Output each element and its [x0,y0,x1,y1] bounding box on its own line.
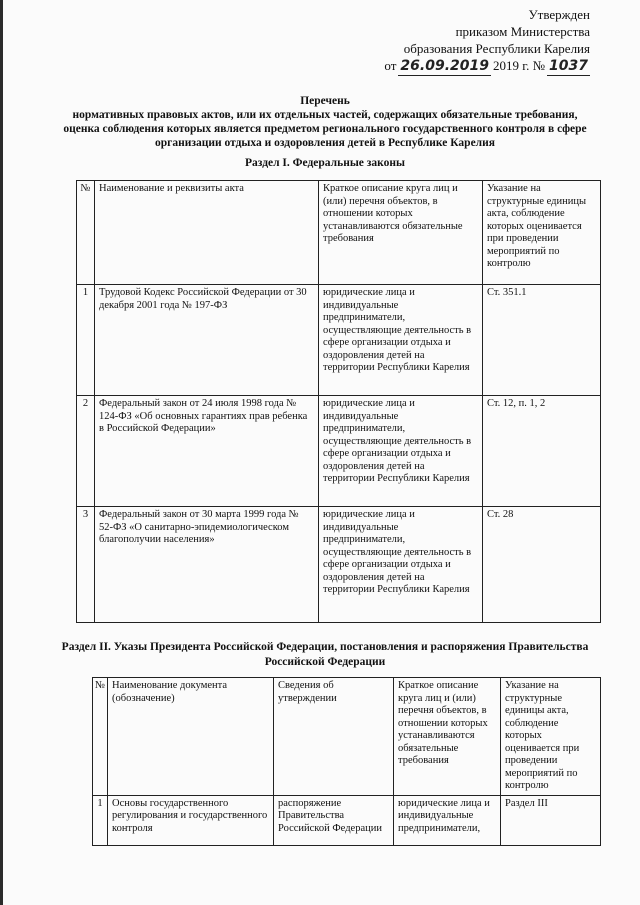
row-act-name: Трудовой Кодекс Российской Федерации от 30 декабря 2001 года № 197-ФЗ [95,285,319,396]
row-units: Ст. 351.1 [483,285,601,396]
title-text: нормативных правовых актов, или их отдельных частей, содержащих обязательные требования, оценка соблюдения которых является предметом регионального государственного контроля в сфере организации отдыха и оздоровления детей в Республике Карелия [63,109,587,149]
handwritten-number: 1037 [549,58,588,74]
approval-year: 2019 г. № [493,58,546,73]
scan-edge [0,0,3,905]
table-header-row [77,181,601,285]
approval-line-2: приказом Министерства [455,24,590,39]
document-title [60,94,590,150]
title-heading: Перечень [300,95,350,107]
table-row [77,507,601,623]
row-document-name: Основы государственного регулирования и государственного контроля [108,795,274,845]
row-number: 1 [77,285,95,396]
row-number: 1 [93,795,108,845]
header-units: Указание на структурные единицы акта, соблюдение которых оценивается при проведении мероприятий по контролю [483,181,601,285]
header-subjects: Краткое описание круга лиц и (или) перечня объектов, в отношении которых устанавливаются обязательные требования [394,678,501,796]
row-act-name: Федеральный закон от 30 марта 1999 года № 52-ФЗ «О санитарно-эпидемиологическом благополучии населения» [95,507,319,623]
header-act-name: Наименование и реквизиты акта [95,181,319,285]
row-units: Раздел III [501,795,601,845]
row-subjects: юридические лица и индивидуальные предприниматели, осуществляющие деятельность в сфере организации отдыха и оздоровления детей на территории Республики Карелия [319,507,483,623]
section2-table [92,677,601,846]
header-units: Указание на структурные единицы акта, соблюдение которых оценивается при проведении мероприятий по контролю [501,678,601,796]
header-subjects: Краткое описание круга лиц и (или) перечня объектов, в отношении которых устанавливаются обязательные требования [319,181,483,285]
row-units: Ст. 12, п. 1, 2 [483,396,601,507]
approval-date-line [330,57,590,76]
table-row [77,396,601,507]
row-number: 2 [77,396,95,507]
table-row [77,285,601,396]
row-units: Ст. 28 [483,507,601,623]
row-subjects: юридические лица и индивидуальные предприниматели, [394,795,501,845]
header-number: № [93,678,108,796]
header-number: № [77,181,95,285]
row-number: 3 [77,507,95,623]
table-row [93,795,601,845]
row-subjects: юридические лица и индивидуальные предприниматели, осуществляющие деятельность в сфере организации отдыха и оздоровления детей на территории Республики Карелия [319,285,483,396]
section1-heading: Раздел I. Федеральные законы [245,157,405,169]
row-approval-info: распоряжение Правительства Российской Федерации [274,795,394,845]
row-act-name: Федеральный закон от 24 июля 1998 года № 124-ФЗ «Об основных гарантиях прав ребенка в Российской Федерации» [95,396,319,507]
header-document-name: Наименование документа (обозначение) [108,678,274,796]
row-subjects: юридические лица и индивидуальные предприниматели, осуществляющие деятельность в сфере организации отдыха и оздоровления детей на территории Республики Карелия [319,396,483,507]
approval-stamp [330,6,590,76]
approval-line-1: Утвержден [528,7,590,22]
section1-table [76,180,601,623]
handwritten-date: 26.09.2019 [400,58,489,74]
approval-line-3: образования Республики Карелия [403,41,590,56]
header-approval-info: Сведения об утверждении [274,678,394,796]
table-header-row [93,678,601,796]
section2-heading: Раздел II. Указы Президента Российской Федерации, постановления и распоряжения Правительства Российской Федерации [61,641,589,668]
approval-prefix: от [384,58,397,73]
